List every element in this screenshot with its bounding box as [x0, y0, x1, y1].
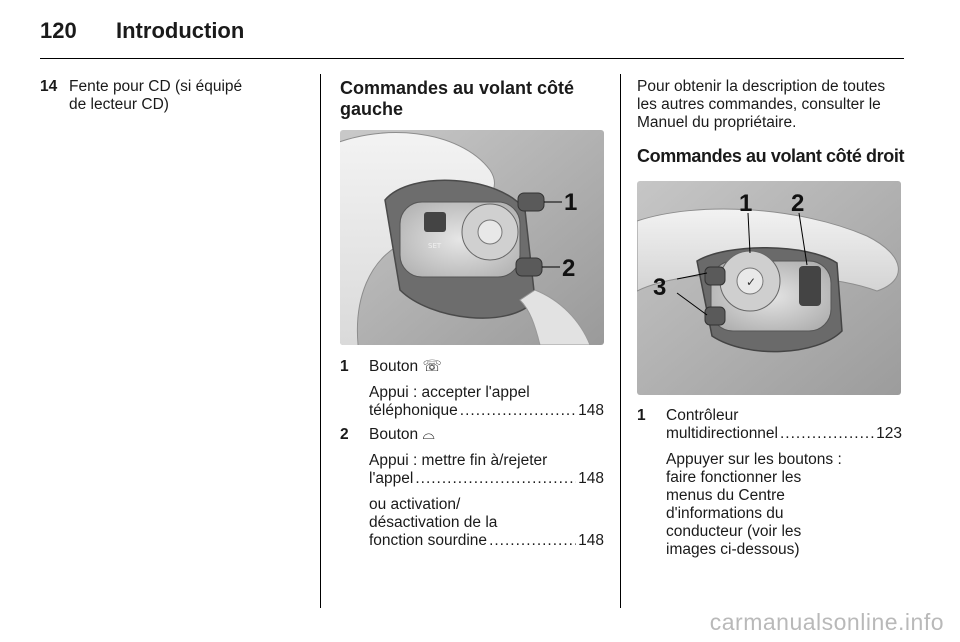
item-extra-line: ou activation/ [369, 496, 461, 513]
svg-text:SET: SET [428, 242, 442, 250]
callout-2: 2 [791, 190, 805, 217]
page-reference: l'appel ..... 148 [369, 470, 604, 488]
svg-text:✓: ✓ [746, 275, 757, 289]
page-reference: fonction sourdine ..... 148 [369, 532, 604, 550]
page-ref-number: 148 [578, 532, 604, 549]
column-3 [637, 78, 905, 559]
steering-wheel-right-figure [637, 181, 901, 395]
page-number: 120 [40, 18, 77, 43]
page-header [0, 0, 960, 58]
page-ref-number: 148 [578, 470, 604, 487]
item-number: 1 [637, 407, 646, 424]
page-section-title: Introduction [116, 18, 245, 43]
item-number: 2 [340, 426, 349, 443]
right-controls-list [637, 407, 902, 559]
item-label: Bouton [369, 426, 419, 443]
steering-wheel-left-figure [340, 130, 604, 345]
section-heading-left-controls: Commandes au volant côté gauche [340, 78, 575, 119]
item-number: 14 [40, 78, 58, 95]
section-heading-right-controls: Commandes au volant côté droit [637, 146, 905, 166]
header-rule [40, 58, 904, 59]
column-1 [40, 78, 308, 114]
page-reference: téléphonique ..... 148 [369, 402, 604, 420]
callout-3: 3 [653, 274, 667, 301]
item-label: Contrôleur [666, 407, 739, 424]
item-extra-line: désactivation de la [369, 514, 498, 531]
list-item-1 [340, 358, 604, 420]
item-text-line: Fente pour CD (si équipé [69, 78, 243, 95]
item-description: Appui : mettre fin à/rejeter [369, 452, 548, 469]
column-2 [340, 78, 604, 550]
column-divider-right [620, 74, 621, 608]
steering-wheel-right-illustration [637, 181, 901, 395]
intro-paragraph: Pour obtenir la description de toutes les autres commandes, consulter le Manuel du propriétaire. [637, 78, 886, 131]
steering-wheel-left-illustration [340, 130, 604, 345]
phone-icon: ☏ [422, 358, 442, 375]
item-number: 1 [340, 358, 349, 375]
list-item-1 [637, 407, 902, 559]
item-label: Bouton [369, 358, 419, 375]
page-ref-number: 123 [876, 425, 902, 442]
hang-up-icon: ⌓ [422, 426, 435, 443]
list-item-2 [340, 426, 604, 550]
item-description: Appui : accepter l'appel [369, 384, 530, 401]
list-item-14 [40, 78, 308, 114]
page-reference: multidirectionnel ..... 123 [666, 425, 902, 443]
page-ref-number: 148 [578, 402, 604, 419]
item-text-line: de lecteur CD) [69, 96, 169, 113]
left-controls-list [340, 358, 604, 550]
column-divider-left [320, 74, 321, 608]
item-description: Appuyer sur les boutons : faire fonctionner les menus du Centre d'informations du conducteur (voir les images ci-dessous) [666, 451, 842, 558]
callout-1: 1 [564, 189, 578, 216]
callout-2: 2 [562, 255, 576, 282]
watermark: carmanualsonline.info [709, 609, 944, 635]
callout-1: 1 [739, 190, 753, 217]
